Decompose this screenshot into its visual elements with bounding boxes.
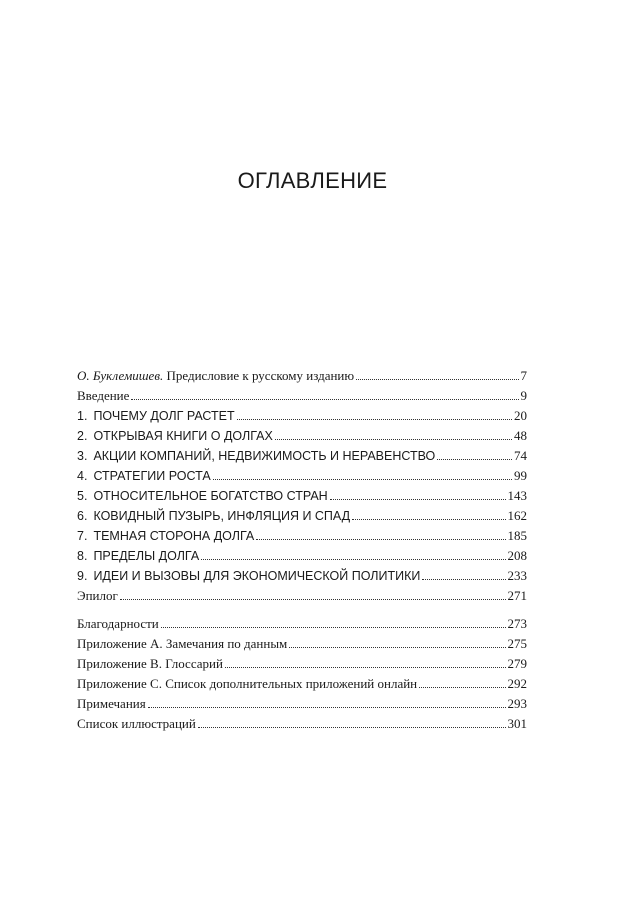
toc-page-number: 7	[520, 368, 527, 383]
dot-leader	[161, 627, 506, 628]
toc-page-number: 292	[507, 676, 527, 691]
toc-entry-label: Благодарности	[77, 616, 159, 631]
toc-entry-label: Примечания	[77, 696, 146, 711]
toc-entry-illustrations	[77, 714, 527, 734]
toc-entry-chapter-7	[77, 526, 527, 546]
toc-page-number: 48	[514, 428, 527, 443]
toc-page-number: 20	[514, 408, 527, 423]
toc-entry-epilogue	[77, 586, 527, 606]
toc-entry-label	[77, 526, 254, 546]
toc-entry-label: Приложение В. Глоссарий	[77, 656, 223, 671]
dot-leader	[352, 519, 505, 520]
toc-entry-chapter-9	[77, 566, 527, 586]
dot-leader	[275, 439, 512, 440]
toc-entry-acknowledgements	[77, 614, 527, 634]
chapter-title: СТРАТЕГИИ РОСТА	[93, 469, 211, 483]
chapter-title: КОВИДНЫЙ ПУЗЫРЬ, ИНФЛЯЦИЯ И СПАД	[93, 509, 351, 523]
toc-page-number: 271	[507, 588, 527, 603]
dot-leader	[225, 667, 506, 668]
toc-entry-label	[77, 566, 420, 586]
chapter-title: ИДЕИ И ВЫЗОВЫ ДЛЯ ЭКОНОМИЧЕСКОЙ ПОЛИТИКИ	[93, 569, 421, 583]
toc-page-number: 273	[507, 616, 527, 631]
chapter-title: ОТКРЫВАЯ КНИГИ О ДОЛГАХ	[93, 429, 273, 443]
chapter-title: ТЕМНАЯ СТОРОНА ДОЛГА	[93, 529, 255, 543]
toc-entry-label	[77, 546, 199, 566]
toc-page-number: 162	[507, 508, 527, 523]
toc-page-number: 279	[507, 656, 527, 671]
toc-entry-notes	[77, 694, 527, 714]
toc-entry-label: Введение	[77, 388, 130, 403]
page-title: ОГЛАВЛЕНИЕ	[237, 168, 388, 193]
toc-entry-label: Эпилог	[77, 588, 118, 603]
toc-page-number: 208	[507, 548, 527, 563]
chapter-number: 9.	[77, 569, 88, 583]
toc-page-number: 275	[507, 636, 527, 651]
toc-page-number: 143	[507, 488, 527, 503]
chapter-title: АКЦИИ КОМПАНИЙ, НЕДВИЖИМОСТЬ И НЕРАВЕНСТВО	[93, 449, 436, 463]
chapter-title: ПОЧЕМУ ДОЛГ РАСТЕТ	[93, 409, 235, 423]
chapter-number: 1.	[77, 409, 88, 423]
dot-leader	[289, 647, 505, 648]
dot-leader	[356, 379, 518, 380]
toc-page-number: 99	[514, 468, 527, 483]
dot-leader	[148, 707, 506, 708]
chapter-number: 6.	[77, 509, 88, 523]
dot-leader	[437, 459, 512, 460]
dot-leader	[120, 599, 506, 600]
chapter-number: 4.	[77, 469, 88, 483]
toc-page-number: 9	[520, 388, 527, 403]
toc-entry-label	[77, 406, 235, 426]
toc-entry-label: Приложение С. Список дополнительных приложений онлайн	[77, 676, 418, 691]
toc-entry-label: Приложение А. Замечания по данным	[77, 636, 288, 651]
toc-entry-chapter-4	[77, 466, 527, 486]
toc-entry-label: Список иллюстраций	[77, 716, 196, 731]
toc-page-number: 301	[507, 716, 527, 731]
toc-entry-intro	[77, 386, 527, 406]
dot-leader	[237, 419, 512, 420]
dot-leader	[201, 559, 505, 560]
chapter-title: ПРЕДЕЛЫ ДОЛГА	[93, 549, 200, 563]
toc-entry-label	[77, 446, 435, 466]
dot-leader	[131, 399, 518, 400]
dot-leader	[419, 687, 505, 688]
toc-entry-appendix-b	[77, 654, 527, 674]
dot-leader	[422, 579, 505, 580]
toc-entry-label	[77, 486, 328, 506]
chapter-number: 2.	[77, 429, 88, 443]
dot-leader	[213, 479, 512, 480]
dot-leader	[198, 727, 506, 728]
toc-entry-chapter-6	[77, 506, 527, 526]
toc-entry-chapter-8	[77, 546, 527, 566]
toc-entry-chapter-5	[77, 486, 527, 506]
dot-leader	[256, 539, 505, 540]
toc-entry-appendix-c	[77, 674, 527, 694]
preface-author: О. Буклемишев.	[77, 368, 164, 383]
toc-page-number: 293	[507, 696, 527, 711]
dot-leader	[330, 499, 506, 500]
toc-entry-appendix-a	[77, 634, 527, 654]
toc-entry-chapter-3	[77, 446, 527, 466]
preface-title: Предисловие к русскому изданию	[166, 368, 355, 383]
table-of-contents	[77, 366, 527, 734]
chapter-number: 8.	[77, 549, 88, 563]
toc-page-number: 233	[507, 568, 527, 583]
toc-entry-label	[77, 506, 350, 526]
toc-entry-chapter-2	[77, 426, 527, 446]
toc-entry-label	[77, 366, 354, 386]
toc-entry-label	[77, 466, 211, 486]
chapter-number: 5.	[77, 489, 88, 503]
toc-entry-label	[77, 426, 273, 446]
toc-page-number: 74	[514, 448, 527, 463]
toc-entry-chapter-1	[77, 406, 527, 426]
chapter-number: 3.	[77, 449, 88, 463]
toc-page-number: 185	[507, 528, 527, 543]
chapter-title: ОТНОСИТЕЛЬНОЕ БОГАТСТВО СТРАН	[93, 489, 328, 503]
toc-entry-preface	[77, 366, 527, 386]
chapter-number: 7.	[77, 529, 88, 543]
